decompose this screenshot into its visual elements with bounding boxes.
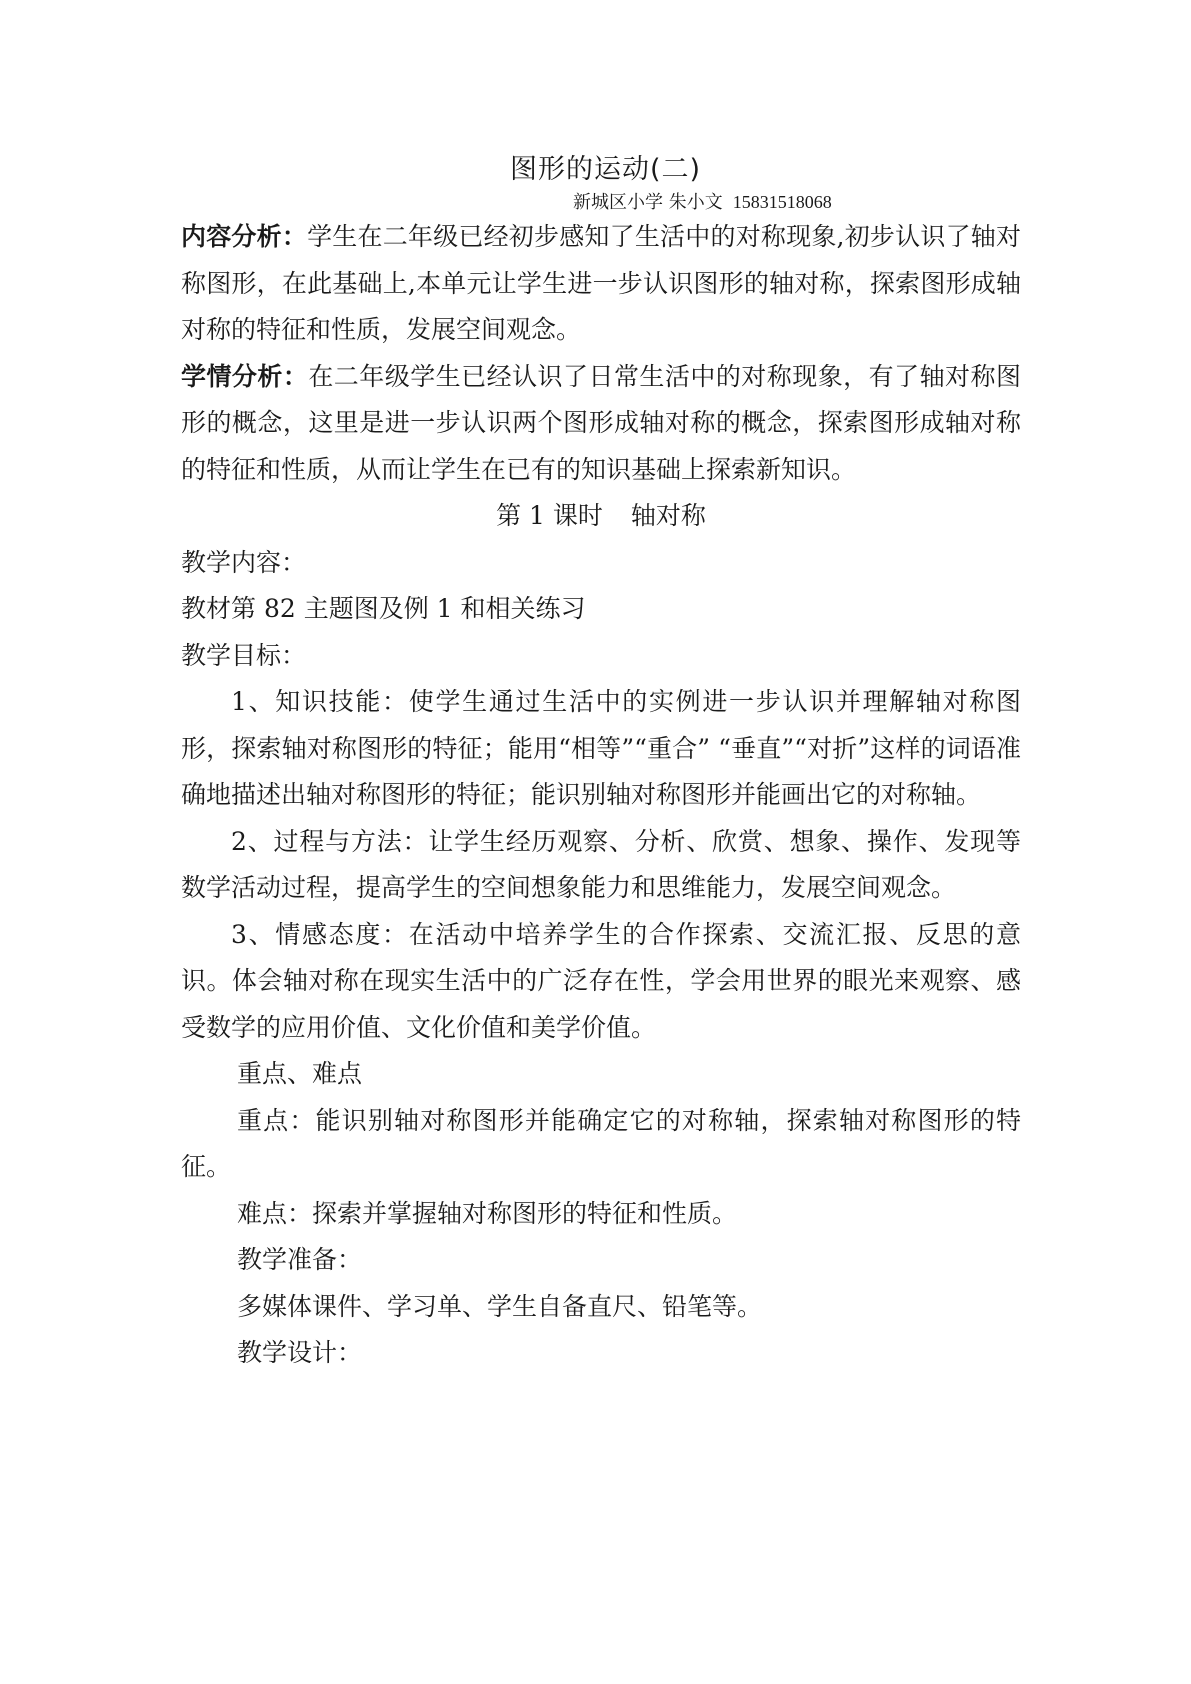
teaching-content-label: 教学内容： — [181, 547, 307, 577]
preparation-text: 多媒体课件、学习单、学生自备直尺、铅笔等。 — [237, 1291, 763, 1321]
author-name: 新城区小学 朱小文 — [573, 192, 723, 213]
teaching-goal-item: 3、情感态度：在活动中培养学生的合作探索、交流汇报、反思的意识。体会轴对称在现实生活中的广泛存在性，学会用世界的眼光来观察、感受数学的应用价值、文化价值和美学价值。 — [181, 919, 1021, 1042]
lesson-heading — [181, 493, 1021, 540]
design-label: 教学设计： — [237, 1338, 363, 1367]
student-analysis-text: 在二年级学生已经认识了日常生活中的对称现象，有了轴对称图形的概念，这里是进一步认识两个图形成轴对称的概念，探索图形成轴对称的特征和性质，从而让学生在已有的知识基础上探索新知识。 — [181, 361, 1021, 484]
author-phone: 15831518068 — [732, 192, 832, 212]
teaching-goal-item: 2、过程与方法：让学生经历观察、分析、欣赏、想象、操作、发现等数学活动过程，提高学生的空间想象能力和思维能力，发展空间观念。 — [181, 826, 1021, 902]
teaching-goals-label: 教学目标： — [181, 640, 307, 670]
page-title: 图形的运动(二) — [509, 154, 702, 185]
content-analysis-label: 内容分析： — [181, 222, 308, 251]
teaching-content-text: 教材第 82 主题图及例 1 和相关练习 — [181, 594, 586, 623]
student-analysis-paragraph — [181, 354, 1021, 494]
author-line — [573, 190, 832, 215]
lesson-name: 轴对称 — [630, 501, 706, 530]
lesson-number: 第 1 课时 — [496, 501, 603, 530]
key-points-heading: 重点、难点 — [237, 1059, 363, 1088]
key-point-text: 重点：能识别轴对称图形并能确定它的对称轴，探索轴对称图形的特征。 — [181, 1105, 1021, 1181]
content-analysis-text: 学生在二年级已经初步感知了生活中的对称现象,初步认识了轴对称图形，在此基础上,本单元让学生进一步认识图形的轴对称，探索图形成轴对称的特征和性质，发展空间观念。 — [181, 222, 1021, 344]
preparation-label: 教学准备： — [237, 1245, 363, 1274]
student-analysis-label: 学情分析： — [181, 361, 309, 391]
document-body — [181, 214, 1021, 1377]
difficulty-text: 难点：探索并掌握轴对称图形的特征和性质。 — [237, 1198, 738, 1228]
teaching-goal-item: 1、知识技能：使学生通过生活中的实例进一步认识并理解轴对称图形，探索轴对称图形的特征；能用“相等”“重合” “垂直”“对折”这样的词语准确地描述出轴对称图形的特征；能识别轴对称图形并能画出它的对称轴。 — [181, 687, 1021, 809]
content-analysis-paragraph — [181, 214, 1021, 354]
